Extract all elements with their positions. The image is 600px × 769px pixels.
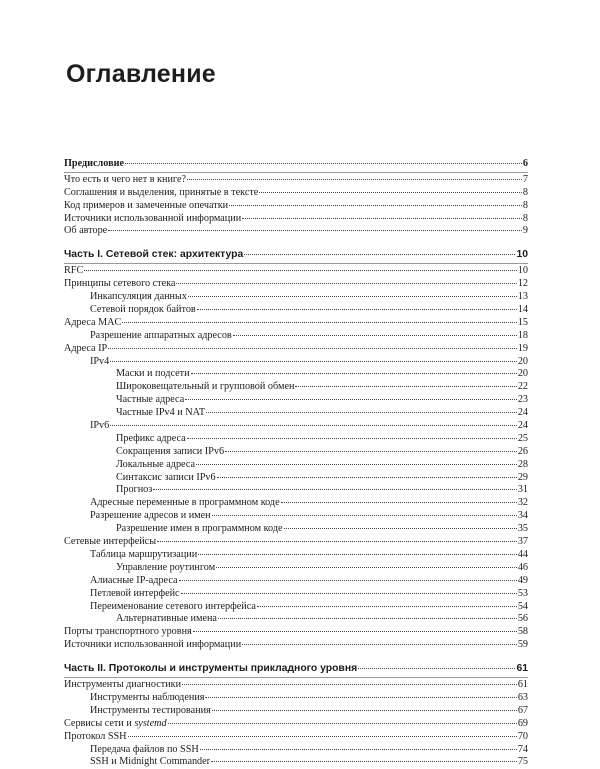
dot-leader xyxy=(212,515,517,516)
toc-page-number: 29 xyxy=(517,471,528,483)
toc-page-number: 56 xyxy=(517,613,528,625)
toc-entry[interactable] xyxy=(64,174,528,187)
dot-leader xyxy=(358,668,515,669)
dot-leader xyxy=(110,425,517,426)
toc-page-number: 46 xyxy=(517,561,528,573)
dot-leader xyxy=(187,179,522,180)
toc-entry[interactable] xyxy=(64,304,528,317)
dot-leader xyxy=(122,322,516,323)
toc-page-number: 61 xyxy=(516,663,528,675)
dot-leader xyxy=(257,606,517,607)
toc-entry-title: Передача файлов по SSH xyxy=(90,743,199,755)
dot-leader xyxy=(211,761,517,762)
toc-entry[interactable] xyxy=(64,497,528,510)
toc-entry-title: Сетевые интерфейсы xyxy=(64,536,157,548)
toc-entry[interactable] xyxy=(64,679,528,692)
toc-entry-title: Инструменты диагностики xyxy=(64,679,182,691)
toc-entry[interactable] xyxy=(64,510,528,523)
toc-entry[interactable] xyxy=(64,718,528,731)
toc-page-number: 25 xyxy=(517,432,528,444)
toc-page-number: 35 xyxy=(517,523,528,535)
dot-leader xyxy=(179,580,517,581)
toc-entry-title: Сокращения записи IPv6 xyxy=(116,445,225,457)
toc-entry-title: Адресные переменные в программном коде xyxy=(90,497,280,509)
toc-part-entry[interactable] xyxy=(64,662,528,676)
dot-leader xyxy=(242,644,517,645)
dot-leader xyxy=(193,631,517,632)
toc-entry[interactable] xyxy=(64,575,528,588)
toc-entry-title: Принципы сетевого стека xyxy=(64,278,176,290)
dot-leader xyxy=(128,736,517,737)
toc-entry-title: Прогноз xyxy=(116,484,153,496)
toc-page-number: 10 xyxy=(516,249,528,261)
toc-page-number: 74 xyxy=(517,743,528,755)
toc-page-number: 34 xyxy=(517,510,528,522)
toc-entry-title: Маски и подсети xyxy=(116,368,190,380)
toc-entry-title: Широковещательный и групповой обмен xyxy=(116,381,295,393)
toc-entry[interactable] xyxy=(64,705,528,718)
dot-leader xyxy=(153,489,517,490)
toc-page-number: 28 xyxy=(517,458,528,470)
toc-page-number: 58 xyxy=(517,626,528,638)
dot-leader xyxy=(284,528,517,529)
toc-page-number: 8 xyxy=(522,186,528,198)
toc-page-number: 31 xyxy=(517,484,528,496)
toc-page-number: 70 xyxy=(517,730,528,742)
dot-leader xyxy=(206,412,517,413)
toc-entry-title: Часть II. Протоколы и инструменты прикладного уровня xyxy=(64,663,358,675)
toc-entry-title: Порты транспортного уровня xyxy=(64,626,192,638)
toc-page-number: 59 xyxy=(517,639,528,651)
toc-entry[interactable] xyxy=(64,484,528,497)
toc-page-number: 15 xyxy=(517,316,528,328)
toc-entry[interactable] xyxy=(64,343,528,356)
toc-entry-title: Инструменты тестирования xyxy=(90,704,211,716)
toc-page-number: 14 xyxy=(517,304,528,316)
toc-entry[interactable] xyxy=(64,200,528,213)
toc-entry-title: Код примеров и замеченные опечатки xyxy=(64,199,229,211)
toc-entry-title: IPv4 xyxy=(90,355,110,367)
toc-page-number: 75 xyxy=(517,756,528,768)
toc-page-number: 20 xyxy=(517,355,528,367)
toc-entry-title: Петлевой интерфейс xyxy=(90,587,180,599)
toc-entry-title: Часть I. Сетевой стек: архитектура xyxy=(64,249,244,261)
dot-leader xyxy=(176,283,516,284)
toc-page-number: 53 xyxy=(517,587,528,599)
toc-page-number: 54 xyxy=(517,600,528,612)
toc-entry-title: Сетевой порядок байтов xyxy=(90,304,196,316)
toc-entry-title: SSH и Midnight Commander xyxy=(90,756,211,768)
dot-leader xyxy=(197,309,517,310)
toc-entry[interactable] xyxy=(64,549,528,562)
toc-entry[interactable] xyxy=(64,407,528,420)
dot-leader xyxy=(108,230,522,231)
toc-entry[interactable] xyxy=(64,756,528,769)
toc-entry-title: Адреса IP xyxy=(64,342,108,354)
toc-page-number: 37 xyxy=(517,536,528,548)
dot-leader xyxy=(200,749,517,750)
toc-page-number: 9 xyxy=(522,225,528,237)
dot-leader xyxy=(188,296,517,297)
dot-leader xyxy=(216,567,517,568)
toc-page-number: 22 xyxy=(517,381,528,393)
toc-page-number: 20 xyxy=(517,368,528,380)
toc-entry[interactable] xyxy=(64,459,528,472)
toc-entry[interactable] xyxy=(64,225,528,238)
dot-leader xyxy=(233,335,517,336)
toc-entry-title: Источники использованной информации xyxy=(64,212,242,224)
toc-entry[interactable] xyxy=(64,731,528,744)
toc-page-number: 44 xyxy=(517,548,528,560)
toc-entry[interactable] xyxy=(64,472,528,485)
toc-entry-title: Управление роутингом xyxy=(116,561,216,573)
toc-entry-title: RFC xyxy=(64,265,84,277)
toc-entry[interactable] xyxy=(64,613,528,626)
toc-entry-title: Сервисы сети и systemd xyxy=(64,717,167,729)
toc-page-number: 26 xyxy=(517,445,528,457)
toc-page-number: 8 xyxy=(522,212,528,224)
dot-leader xyxy=(198,554,517,555)
toc-entry[interactable] xyxy=(64,588,528,601)
toc-page-number: 61 xyxy=(517,679,528,691)
toc-entry-title: Источники использованной информации xyxy=(64,639,242,651)
toc-entry-title: Частные IPv4 и NAT xyxy=(116,407,206,419)
toc-entry-title: IPv6 xyxy=(90,420,110,432)
toc-entry[interactable] xyxy=(64,317,528,330)
toc-entry-title: Разрешение имен в программном коде xyxy=(116,523,283,535)
toc-entry-title: Предисловие xyxy=(64,158,124,169)
toc-page-number: 49 xyxy=(517,574,528,586)
toc-page-number: 18 xyxy=(517,329,528,341)
toc-page-number: 23 xyxy=(517,394,528,406)
toc-entry[interactable] xyxy=(64,536,528,549)
toc-entry-title: Что есть и чего нет в книге? xyxy=(64,173,187,185)
toc-entry[interactable] xyxy=(64,562,528,575)
toc-entry[interactable] xyxy=(64,158,528,171)
dot-leader xyxy=(84,270,517,271)
toc-entry[interactable] xyxy=(64,394,528,407)
toc-page-number: 13 xyxy=(517,291,528,303)
toc-page-number: 69 xyxy=(517,717,528,729)
toc-page-number: 67 xyxy=(517,704,528,716)
dot-leader xyxy=(229,205,522,206)
divider xyxy=(64,677,528,678)
toc-entry[interactable] xyxy=(64,420,528,433)
toc-entry[interactable] xyxy=(64,187,528,200)
toc-part-entry[interactable] xyxy=(64,248,528,262)
toc-entry[interactable] xyxy=(64,381,528,394)
toc-entry[interactable] xyxy=(64,291,528,304)
toc-entry-title: Алиасные IP-адреса xyxy=(90,574,178,586)
toc-page-number: 6 xyxy=(522,158,528,169)
toc-entry[interactable] xyxy=(64,265,528,278)
toc-page-number: 7 xyxy=(522,173,528,185)
dot-leader xyxy=(110,361,517,362)
toc-entry-title: Частные адреса xyxy=(116,394,185,406)
divider xyxy=(64,263,528,264)
toc-page-number: 19 xyxy=(517,342,528,354)
toc-entry[interactable] xyxy=(64,278,528,291)
toc-entry-title: Адреса MAC xyxy=(64,316,122,328)
dot-leader xyxy=(217,477,517,478)
toc-page-number: 12 xyxy=(517,278,528,290)
dot-leader xyxy=(185,399,517,400)
toc-entry[interactable] xyxy=(64,523,528,536)
dot-leader xyxy=(191,373,517,374)
dot-leader xyxy=(281,502,517,503)
dot-leader xyxy=(187,438,517,439)
toc-entry[interactable] xyxy=(64,368,528,381)
toc-entry-title: Альтернативные имена xyxy=(116,613,217,625)
toc-entry-title: Синтаксис записи IPv6 xyxy=(116,471,216,483)
toc-page-number: 63 xyxy=(517,691,528,703)
dot-leader xyxy=(225,451,517,452)
toc-entry-title: Инструменты наблюдения xyxy=(90,691,205,703)
toc-entry-title: Разрешение аппаратных адресов xyxy=(90,329,232,341)
divider xyxy=(64,172,528,173)
dot-leader xyxy=(157,541,517,542)
toc-entry-title: Инкапсуляция данных xyxy=(90,291,187,303)
dot-leader xyxy=(196,464,517,465)
dot-leader xyxy=(218,618,517,619)
toc-entry-title: Разрешение адресов и имен xyxy=(90,510,211,522)
dot-leader xyxy=(168,723,517,724)
toc-entry-title: Протокол SSH xyxy=(64,730,127,742)
toc-page-number: 8 xyxy=(522,199,528,211)
dot-leader xyxy=(259,192,522,193)
dot-leader xyxy=(125,163,522,164)
toc-entry[interactable] xyxy=(64,213,528,226)
toc-entry-title: Переименование сетевого интерфейса xyxy=(90,600,256,612)
toc-entry-title: Таблица маршрутизации xyxy=(90,548,198,560)
toc-entry-title: Соглашения и выделения, принятые в тексте xyxy=(64,186,259,198)
section-gap xyxy=(64,652,528,662)
dot-leader xyxy=(212,710,517,711)
toc-page-number: 32 xyxy=(517,497,528,509)
toc-page-number: 10 xyxy=(517,265,528,277)
toc-entry[interactable] xyxy=(64,330,528,343)
dot-leader xyxy=(295,386,516,387)
toc-page-number: 24 xyxy=(517,420,528,432)
toc-entry[interactable] xyxy=(64,692,528,705)
toc-entry-title: Локальные адреса xyxy=(116,458,195,470)
toc-entry[interactable] xyxy=(64,446,528,459)
page-title: Оглавление xyxy=(66,60,216,88)
dot-leader xyxy=(181,593,517,594)
table-of-contents xyxy=(64,158,528,769)
dot-leader xyxy=(108,348,517,349)
toc-entry[interactable] xyxy=(64,433,528,446)
toc-entry[interactable] xyxy=(64,626,528,639)
dot-leader xyxy=(244,254,515,255)
toc-entry[interactable] xyxy=(64,639,528,652)
toc-entry-title: Об авторе xyxy=(64,225,108,237)
dot-leader xyxy=(242,218,522,219)
section-gap xyxy=(64,238,528,248)
toc-entry[interactable] xyxy=(64,356,528,369)
toc-page-number: 24 xyxy=(517,407,528,419)
dot-leader xyxy=(182,684,517,685)
dot-leader xyxy=(205,697,516,698)
toc-entry-title: Префикс адреса xyxy=(116,432,186,444)
toc-entry[interactable] xyxy=(64,601,528,614)
